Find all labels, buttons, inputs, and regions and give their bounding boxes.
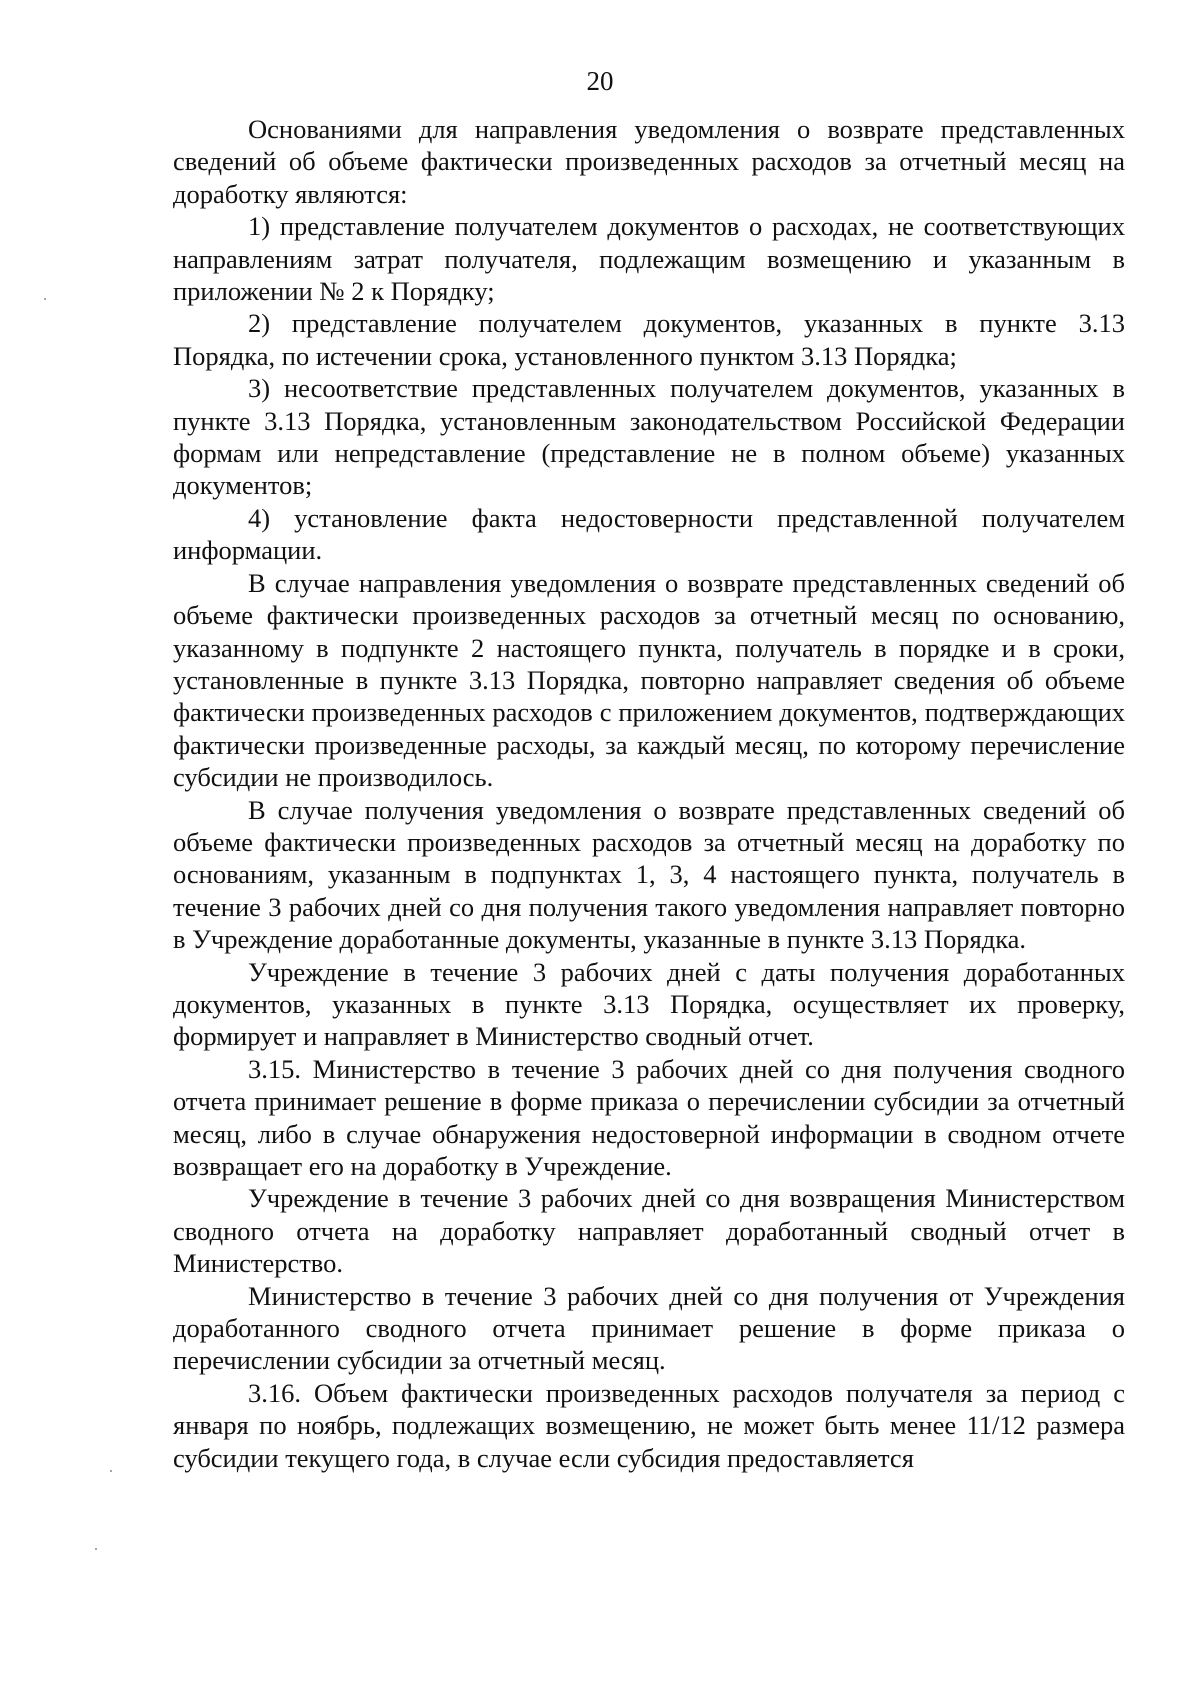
scan-speck <box>110 1470 112 1472</box>
paragraph-ministry-decision: Министерство в течение 3 рабочих дней со дня получения от Учреждения доработанного сводного отчета принимает решение в форме приказа о перечислении субсидии за отчетный месяц. <box>173 1280 1125 1376</box>
paragraph-item-2: 2) представление получателем документов, указанных в пункте 3.13 Порядка, по истечении срока, установленного пунктом 3.13 Порядка; <box>173 308 1125 371</box>
page-number: 20 <box>586 66 614 96</box>
scan-speck <box>95 1548 97 1550</box>
document-body <box>173 113 1125 1474</box>
paragraph-return-case-2: В случае направления уведомления о возврате представленных сведений об объеме фактически произведенных расходов за отчетный месяц по основанию, указанному в подпункте 2 настоящего пункта, получатель в порядке и в сроки, установленные в пункте 3.13 Порядка, повторно направляет сведения об объеме фактически произведенных расходов с приложением документов, подтверждающих фактически произведенные расходы, за каждый месяц, по которому перечисление субсидии не производилось. <box>173 567 1125 793</box>
paragraph-3-15: 3.15. Министерство в течение 3 рабочих дней со дня получения сводного отчета принимает решение в форме приказа о перечислении субсидии за отчетный месяц, либо в случае обнаружения недостоверной информации в сводном отчете возвращает его на доработку в Учреждение. <box>173 1053 1125 1181</box>
paragraph-grounds-intro: Основаниями для направления уведомления о возврате представленных сведений об объеме фактически произведенных расходов за отчетный месяц на доработку являются: <box>173 114 1125 209</box>
paragraph-institution-check: Учреждение в течение 3 рабочих дней с даты получения доработанных документов, указанных в пункте 3.13 Порядка, осуществляет их проверку, формирует и направляет в Министерство сводный отчет. <box>173 956 1125 1052</box>
paragraph-3-16: 3.16. Объем фактически произведенных расходов получателя за период с января по ноябрь, подлежащих возмещению, не может быть менее 11/12 размера субсидии текущего года, в случае если субсидия предоставляется <box>173 1377 1125 1473</box>
paragraph-item-3: 3) несоответствие представленных получателем документов, указанных в пункте 3.13 Порядка, установленным законодательством Российской Федерации формам или непредставление (представление не в полном объеме) указанных документов; <box>173 373 1125 501</box>
scan-speck <box>44 298 46 300</box>
paragraph-item-1: 1) представление получателем документов о расходах, не соответствующих направлениям затрат получателя, подлежащим возмещению и указанным в приложении № 2 к Порядку; <box>173 211 1125 307</box>
paragraph-item-4: 4) установление факта недостоверности представленной получателем информации. <box>173 502 1125 566</box>
paragraph-institution-rework: Учреждение в течение 3 рабочих дней со дня возвращения Министерством сводного отчета на доработку направляет доработанный сводный отчет в Министерство. <box>173 1183 1125 1279</box>
paragraph-return-case-1-3-4: В случае получения уведомления о возврате представленных сведений об объеме фактически произведенных расходов за отчетный месяц на доработку по основаниям, указанным в подпунктах 1, 3, 4 настоящего пункта, получатель в течение 3 рабочих дней со дня получения такого уведомления направляет повторно в Учреждение доработанные документы, указанные в пункте 3.13 Порядка. <box>173 794 1125 955</box>
